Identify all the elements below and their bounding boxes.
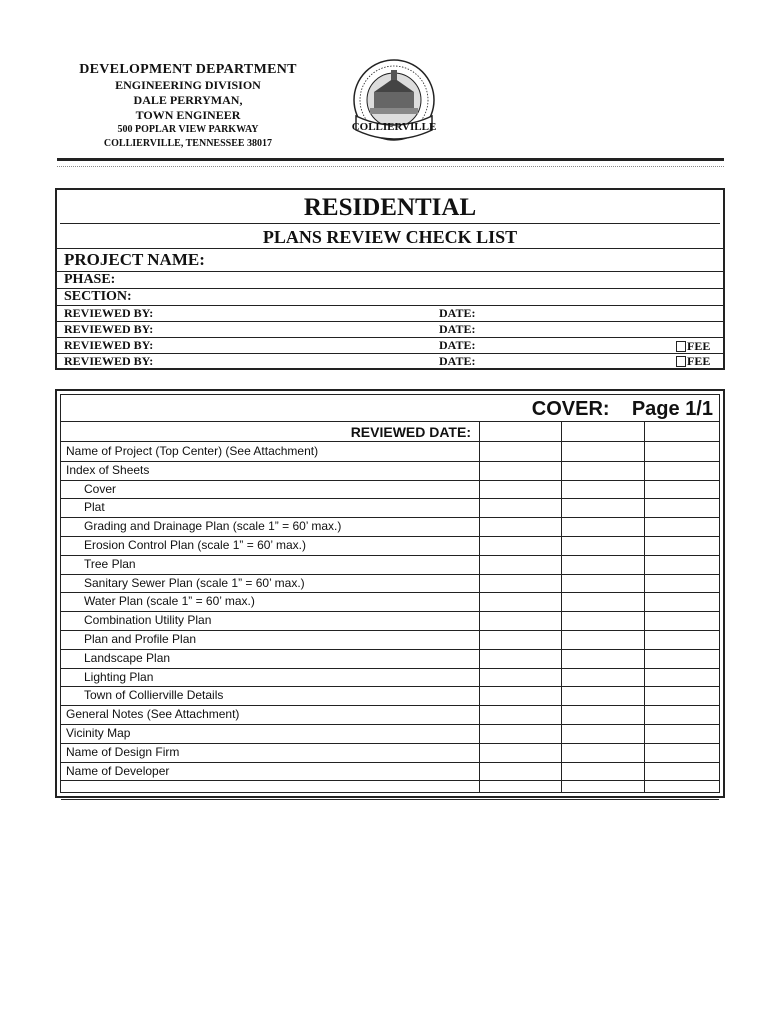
row-divider <box>61 668 719 669</box>
department-name: DEVELOPMENT DEPARTMENT <box>79 62 297 77</box>
checklist-item: Combination Utility Plan <box>84 613 212 628</box>
town-seal-logo <box>348 56 440 148</box>
row-divider <box>61 799 719 800</box>
seal-text: COLLIERVILLE <box>351 121 437 133</box>
address-line-1: 500 POPLAR VIEW PARKWAY <box>117 124 259 135</box>
date-label-1: DATE: <box>439 306 476 320</box>
reviewed-by-label-4: REVIEWED BY: <box>64 354 154 368</box>
phase-label: PHASE: <box>64 272 116 287</box>
reviewed-date-label: REVIEWED DATE: <box>350 424 471 440</box>
fee-checkbox-1[interactable] <box>676 341 686 352</box>
section-label: SECTION: <box>64 289 132 304</box>
checklist-item: Lighting Plan <box>84 669 154 684</box>
checklist-item: Water Plan (scale 1” = 60’ max.) <box>84 594 255 609</box>
cover-label: COVER: <box>531 398 610 420</box>
date-label-4: DATE: <box>439 354 476 368</box>
division-name: ENGINEERING DIVISION <box>115 78 261 92</box>
row-divider <box>61 780 719 781</box>
letterhead <box>72 62 304 151</box>
checklist-item: Name of Developer <box>66 763 170 778</box>
engineer-name: DALE PERRYMAN, <box>133 93 243 107</box>
fee-field-2 <box>676 354 710 368</box>
row-divider <box>61 498 719 499</box>
engineer-title: TOWN ENGINEER <box>135 108 241 122</box>
checklist-table <box>55 389 725 798</box>
checklist-item: Grading and Drainage Plan (scale 1” = 60’ max.) <box>84 519 342 534</box>
form-subtitle: PLANS REVIEW CHECK LIST <box>262 227 518 247</box>
project-name-label: PROJECT NAME: <box>64 250 205 269</box>
address-line-2: COLLIERVILLE, TENNESSEE 38017 <box>103 138 273 149</box>
checklist-item: Name of Project (Top Center) (See Attachment) <box>66 444 319 458</box>
row-divider <box>61 555 719 556</box>
row-divider <box>61 724 719 725</box>
fee-field-1 <box>676 339 710 353</box>
checklist-item: Plat <box>84 500 105 515</box>
checklist-item: Vicinity Map <box>66 726 131 740</box>
fee-label-1: FEE <box>687 339 711 353</box>
checklist-item: Sanitary Sewer Plan (scale 1” = 60’ max.) <box>84 575 305 590</box>
fee-checkbox-2[interactable] <box>676 356 686 367</box>
row-divider <box>61 480 719 481</box>
header-divider-dotted <box>57 166 724 167</box>
checklist-item: Index of Sheets <box>66 462 150 477</box>
fee-label-2: FEE <box>687 354 711 368</box>
page-label: Page 1/1 <box>631 398 713 420</box>
checklist-item: Name of Design Firm <box>66 744 180 759</box>
form-header-table <box>55 188 725 370</box>
checklist-item: Erosion Control Plan (scale 1” = 60’ max.) <box>84 538 306 552</box>
checklist-item: Landscape Plan <box>84 650 171 665</box>
row-divider <box>61 461 719 462</box>
form-title: RESIDENTIAL <box>60 192 720 224</box>
reviewed-by-label-2: REVIEWED BY: <box>64 322 154 336</box>
checklist-item: General Notes (See Attachment) <box>66 707 240 722</box>
date-label-3: DATE: <box>439 338 476 352</box>
checklist-item: Cover <box>84 481 117 496</box>
checklist-item: Plan and Profile Plan <box>84 632 197 646</box>
checklist-item: Tree Plan <box>84 556 136 571</box>
checklist-grid <box>60 394 720 793</box>
date-label-2: DATE: <box>439 322 476 336</box>
header-divider-solid <box>57 158 724 161</box>
reviewed-by-label-3: REVIEWED BY: <box>64 338 154 352</box>
cover-page-heading <box>532 395 713 421</box>
checklist-item: Town of Collierville Details <box>84 688 224 703</box>
reviewed-by-label-1: REVIEWED BY: <box>64 306 154 320</box>
